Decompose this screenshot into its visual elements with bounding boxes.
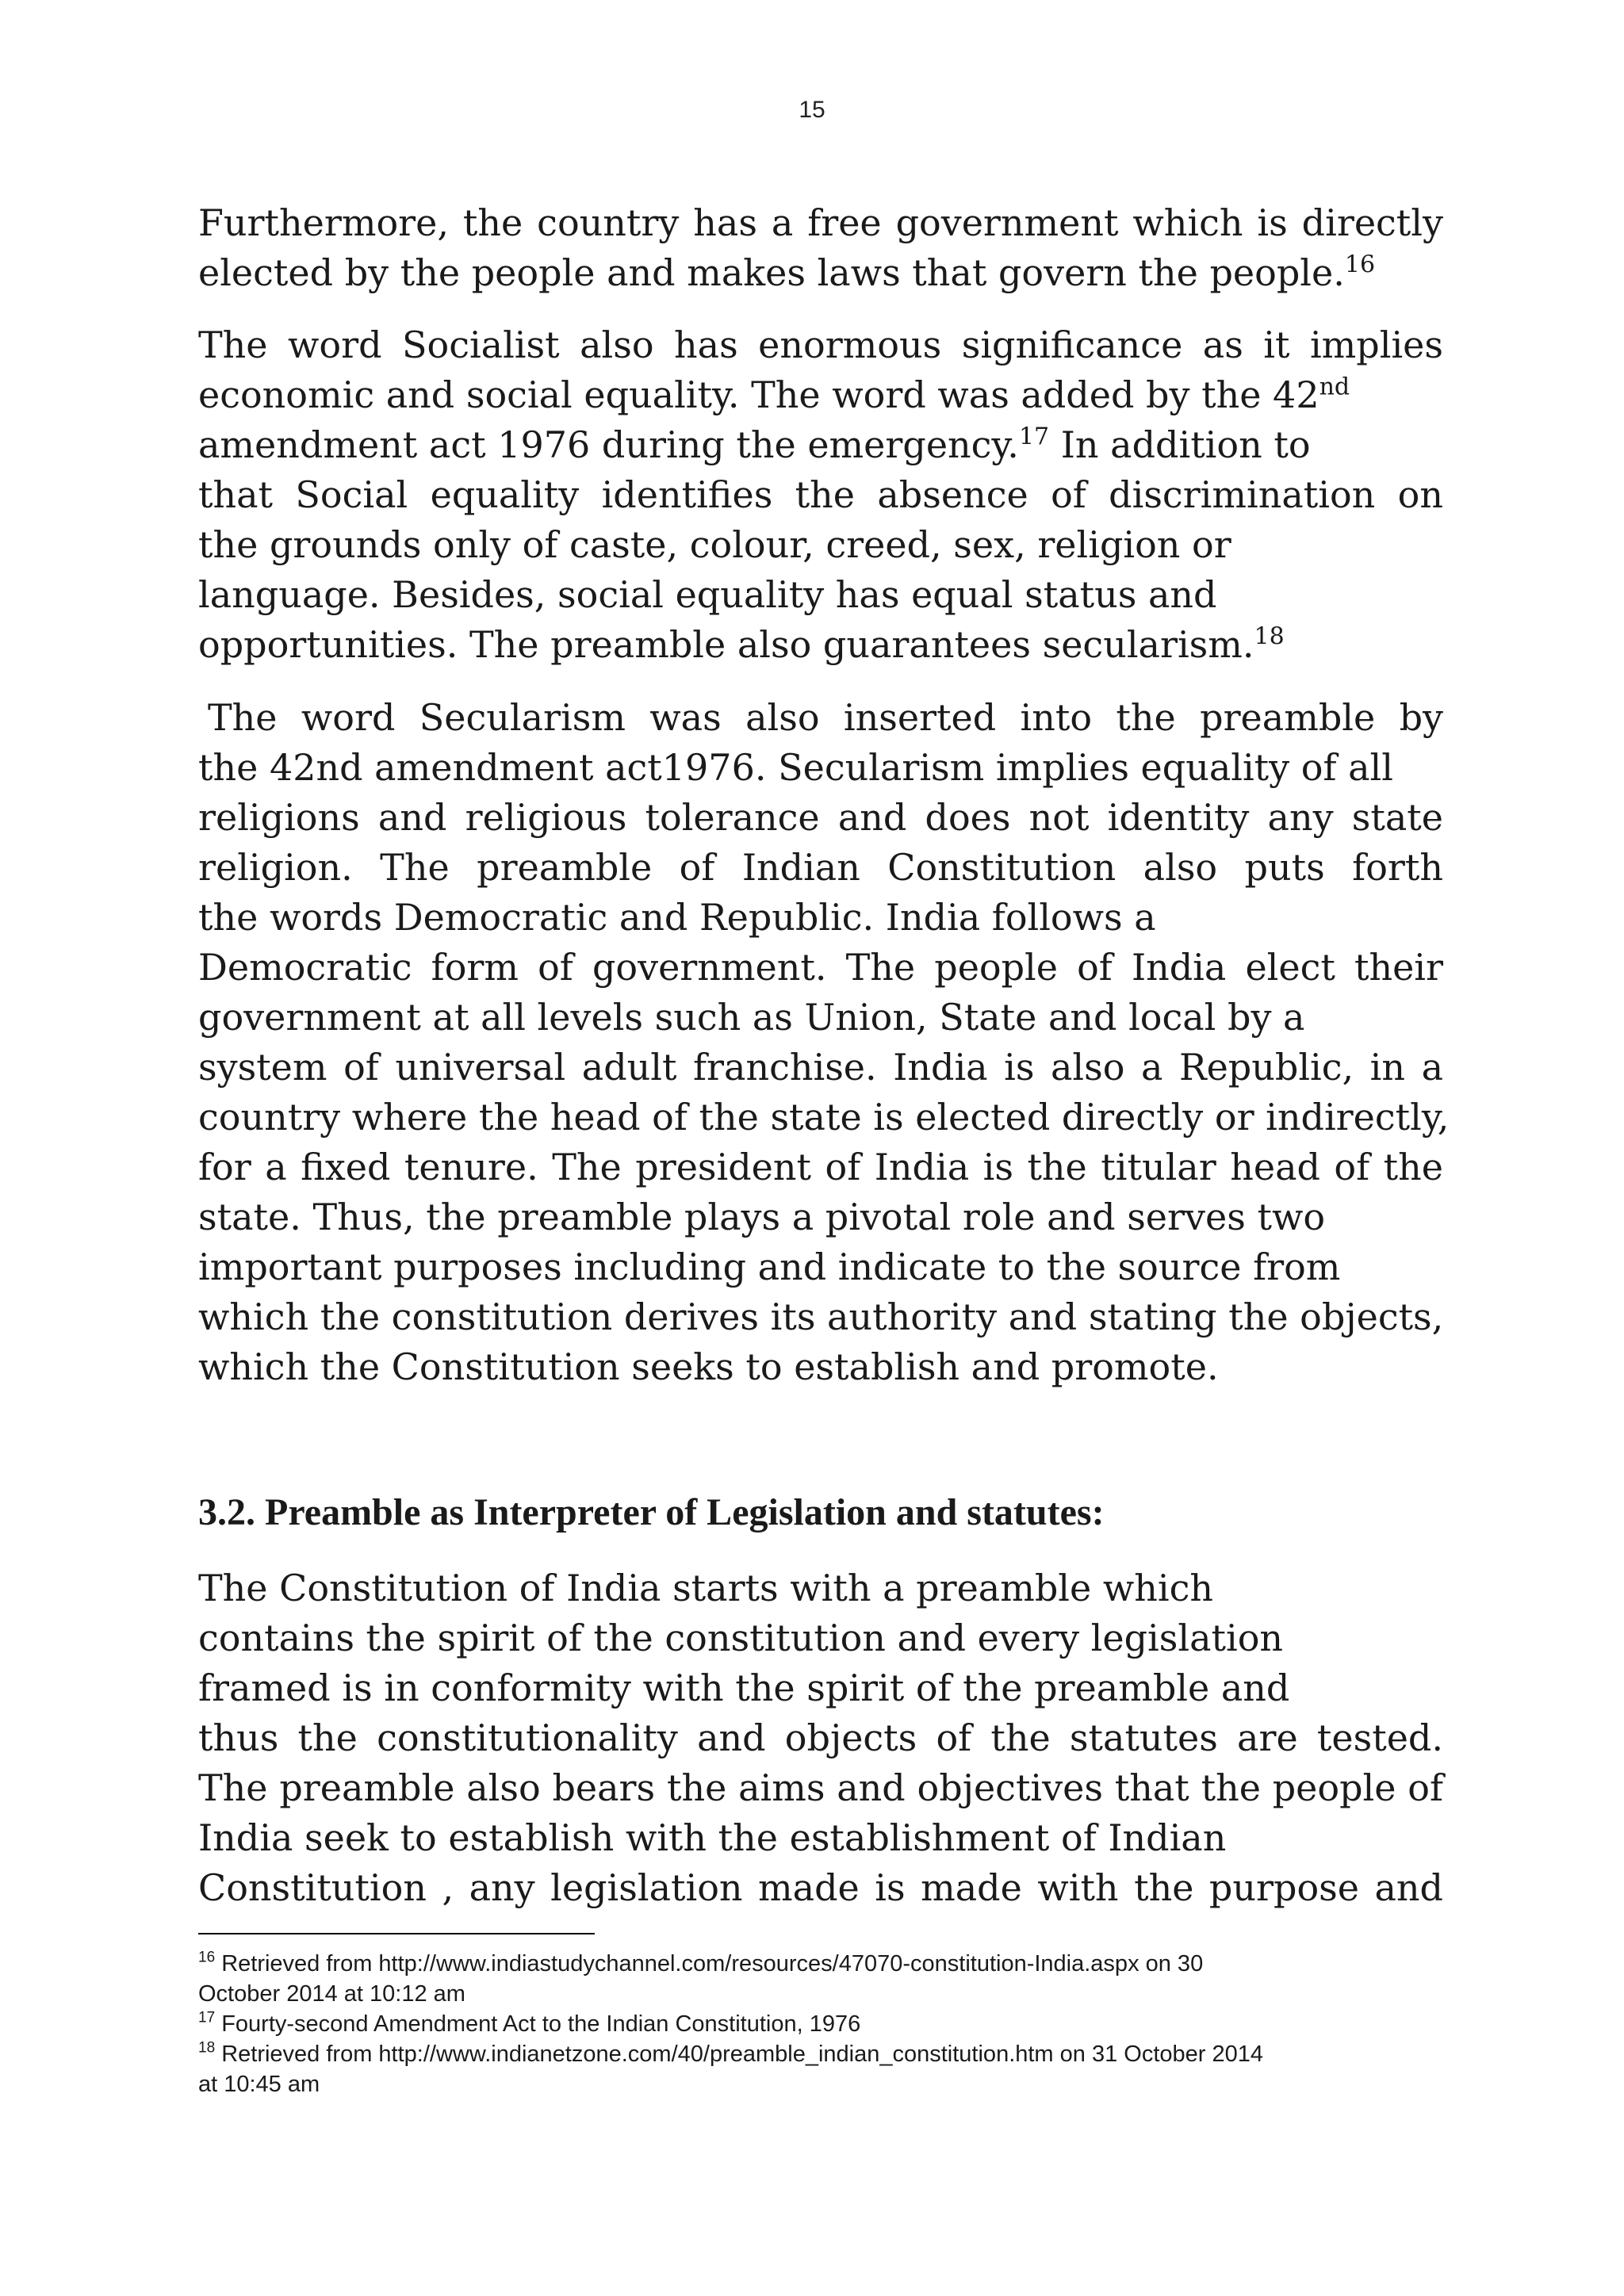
footnote-mark: 18 [198, 2039, 216, 2057]
text-line: the 42nd amendment act1976. Secularism implies equality of all [198, 746, 1393, 789]
text-line: state. Thus, the preamble plays a pivotal role and serves two [198, 1196, 1326, 1238]
text-line: The Constitution of India starts with a preamble which [198, 1567, 1213, 1609]
text-span: amendment act 1976 during the emergency. [198, 423, 1019, 466]
text-line: Furthermore, the country has a free government which is directly [198, 201, 1443, 244]
footnote-ref-16: 16 [1344, 251, 1376, 279]
text-line: for a fixed tenure. The president of India is the titular head of the [198, 1146, 1443, 1188]
footnotes [198, 1949, 1467, 2099]
text-line: which the constitution derives its authority and stating the objects, [198, 1295, 1444, 1338]
paragraph-3-first-line [208, 693, 1443, 743]
text-line: religions and religious tolerance and does not identity any state [198, 796, 1443, 839]
footnote-text: Retrieved from http://www.indianetzone.com/40/preamble_indian_constitution.htm on 31 October 2014 [215, 2042, 1264, 2067]
text-line: government at all levels such as Union, State and local by a [198, 996, 1305, 1039]
paragraph-2 [198, 320, 1443, 670]
paragraph-3 [198, 743, 1450, 1392]
text-line: The word Secularism was also inserted into the preamble by [208, 696, 1443, 739]
text-line [198, 370, 1443, 420]
text-line [198, 420, 1443, 470]
text-span: elected by the people and makes laws that govern the people. [198, 251, 1345, 294]
text-line: the grounds only of caste, colour, creed, sex, religion or [198, 523, 1231, 566]
text-line: the words Democratic and Republic. India follows a [198, 896, 1156, 939]
footnote-16 [198, 1949, 1467, 1979]
text-line: system of universal adult franchise. India is also a Republic, in a [198, 1046, 1443, 1089]
footnote-mark: 17 [198, 2009, 216, 2026]
text-line: country where the head of the state is elected directly or indirectly, [198, 1096, 1450, 1138]
text-line: The word Socialist also has enormous significance as it implies [198, 323, 1443, 366]
text-line: framed is in conformity with the spirit of the preamble and [198, 1667, 1290, 1709]
text-span: In addition to [1049, 423, 1311, 466]
text-line: important purposes including and indicate to the source from [198, 1246, 1341, 1288]
text-line: religion. The preamble of Indian Constitution also puts forth [198, 846, 1443, 889]
footnote-ref-18: 18 [1254, 622, 1285, 651]
text-line: language. Besides, social equality has equal status and [198, 573, 1217, 616]
ordinal-suffix: nd [1319, 373, 1350, 401]
footnote-17 [198, 2009, 1467, 2039]
text-line [198, 620, 1443, 670]
section-heading: 3.2. Preamble as Interpreter of Legislation and statutes: [198, 1491, 1105, 1533]
footnote-ref-17: 17 [1018, 423, 1050, 451]
text-line: The preamble also bears the aims and objectives that the people of [198, 1766, 1443, 1809]
paragraph-4 [198, 1563, 1443, 1913]
text-span: economic and social equality. The word was added by the 42 [198, 373, 1320, 416]
footnote-text: Retrieved from http://www.indiastudychannel.com/resources/47070-constitution-India.aspx on 30 [215, 1951, 1204, 1976]
text-line: thus the constitutionality and objects of the statutes are tested. [198, 1716, 1443, 1759]
text-line: that Social equality identifies the absence of discrimination on [198, 473, 1443, 516]
text-line [198, 248, 1443, 298]
footnote-16-continuation: October 2014 at 10:12 am [198, 1981, 465, 2007]
text-line: India seek to establish with the establishment of Indian [198, 1816, 1227, 1859]
text-line: which the Constitution seeks to establish and promote. [198, 1345, 1219, 1388]
footnote-18 [198, 2039, 1467, 2069]
text-span: opportunities. The preamble also guarantees secularism. [198, 623, 1254, 666]
text-line: Constitution , any legislation made is made with the purpose and [198, 1866, 1443, 1909]
text-line: Democratic form of government. The people of India elect their [198, 946, 1443, 989]
page-number: 15 [799, 97, 825, 123]
paragraph-1 [198, 198, 1443, 298]
footnote-separator [198, 1933, 595, 1934]
footnote-mark: 16 [198, 1949, 216, 1966]
footnote-18-continuation: at 10:45 am [198, 2072, 320, 2097]
footnote-text: Fourty-second Amendment Act to the Indian Constitution, 1976 [215, 2011, 861, 2037]
text-line: contains the spirit of the constitution and every legislation [198, 1617, 1284, 1659]
